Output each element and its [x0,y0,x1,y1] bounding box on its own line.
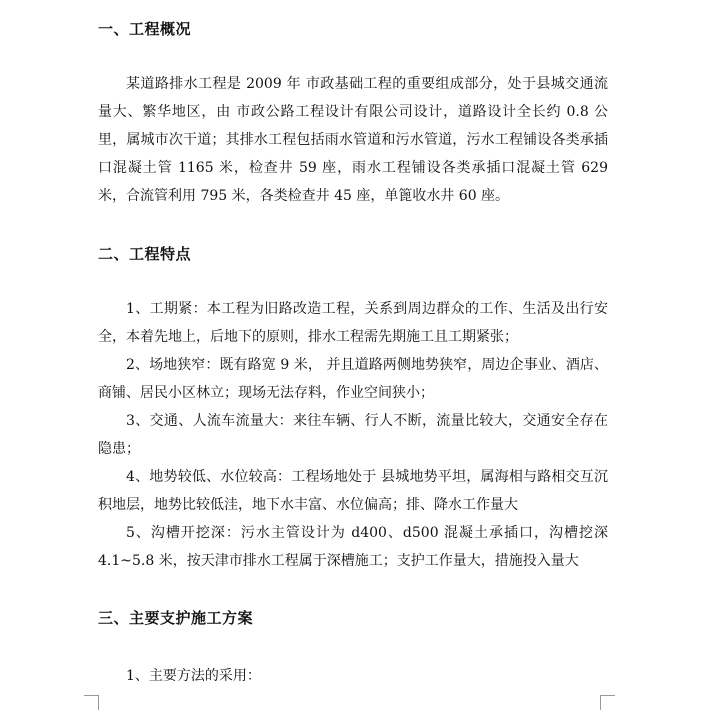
overview-paragraph: 某道路排水工程是 2009 年 市政基础工程的重要组成部分，处于县城交通流量大、繁华地区，由 市政公路工程设计有限公司设计，道路设计全长约 0.8 公里，属城市次干道；其排水工程包括雨水管道和污水管道，污水工程铺设各类承插口混凝土管 1165 米，检查井 59 座，雨水工程铺设各类承插口混凝土管 629 米，合流管利用 795 米，各类检查井 45 座，单篦收水井 60 座。 [98,76,608,204]
section-heading-overview: 一、工程概况 [98,20,192,38]
feature-item-3: 3、交通、人流车流量大：来往车辆、行人不断，流量比较大，交通安全存在隐患； [98,413,608,457]
page-margin-corner-left [84,695,99,710]
feature-item-5: 5、沟槽开挖深：污水主管设计为 d400、d500 混凝土承插口，沟槽挖深 4.1~5.8 米，按天津市排水工程属于深槽施工；支护工作量大，措施投入量大 [98,525,608,569]
section-heading-features: 二、工程特点 [98,245,192,263]
feature-item-1: 1、工期紧：本工程为旧路改造工程，关系到周边群众的工作、生活及出行安全，本着先地上，后地下的原则，排水工程需先期施工且工期紧张； [98,301,608,345]
page-margin-corner-right [600,695,615,710]
feature-item-2: 2、场地狭窄：既有路宽 9 米， 并且道路两侧地势狭窄，周边企事业、酒店、商铺、居民小区林立；现场无法存料，作业空间狭小； [98,357,608,401]
section-heading-support-plan: 三、主要支护施工方案 [98,609,254,627]
feature-item-4: 4、地势较低、水位较高：工程场地处于 县城地势平坦，属海相与路相交互沉积地层，地势比较低洼，地下水丰富、水位偏高；排、降水工作量大 [98,469,608,513]
support-method-item: 1、主要方法的采用： [126,668,261,684]
